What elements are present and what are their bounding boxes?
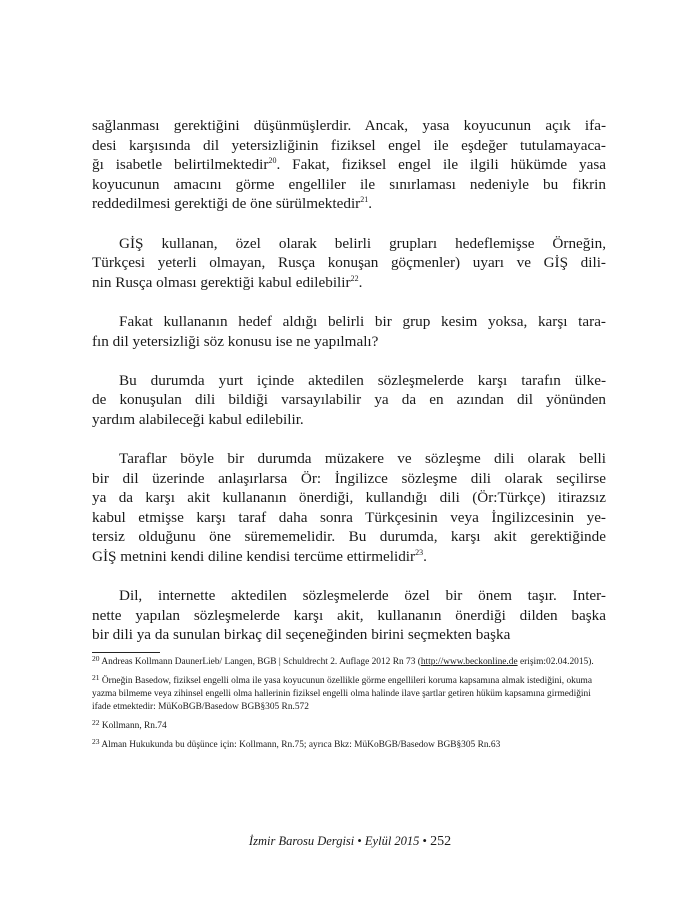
body-text: [92, 116, 606, 665]
text-line: [92, 390, 606, 410]
text-line: [92, 625, 606, 645]
text-line: [92, 449, 606, 469]
journal-issue: Eylül 2015: [364, 834, 420, 848]
text-line: [92, 253, 606, 273]
text-line: [92, 488, 606, 508]
line-text: desi karşısında dil yetersizliğinin fiziksel engel ile eşdeğer tutulamayaca-: [92, 136, 606, 154]
paragraph: [92, 312, 606, 351]
page-number: 252: [430, 834, 452, 849]
line-text: de konuşulan dili bildiği varsayılabilir ya da en azından dil yönünden: [92, 391, 606, 409]
line-text-continuation: . Fakat, fiziksel engel ile ilgili hükümde yasa: [276, 156, 606, 174]
footnote-number: 20: [92, 654, 100, 663]
line-text: sağlanması gerektiğini düşünmüşlerdir. Ancak, yasa koyucunun açık ifa-: [92, 117, 606, 134]
footer-separator: •: [357, 834, 362, 848]
footnote: [92, 675, 606, 714]
line-text: ğı isabetle belirtilmektedir: [92, 156, 269, 174]
footnote-reference[interactable]: 21: [360, 195, 369, 205]
text-line: [92, 273, 606, 293]
footnote: [92, 720, 606, 733]
line-text: koyucunun amacını görme engelliler ile sınırlaması nedeniyle bu fikrin: [92, 175, 606, 193]
line-text-continuation: .: [358, 273, 363, 291]
footnote-reference[interactable]: 22: [350, 273, 359, 283]
footnote-reference[interactable]: 23: [415, 548, 424, 557]
footnote-text-continuation: erişim:02.04.2015).: [517, 657, 594, 667]
line-text: bir dil üzerinde anlaşırlarsa Ör: İngilizce sözleşme dili olarak seçilirse: [92, 469, 606, 487]
text-line: [92, 116, 606, 136]
footnote-separator: [92, 652, 160, 653]
paragraph: [92, 586, 606, 645]
text-line: [92, 527, 606, 547]
line-text: nette yapılan sözleşmelerde karşı akit, kullananın önerdiği dilden başka: [92, 606, 606, 624]
line-text: Türkçesi yeterli olmayan, Rusça konuşan göçmenler) uyarı ve GİŞ dili-: [92, 254, 606, 272]
line-text: kabul etmişse karşı taraf daha sonra Türkçesinin veya İngilizcesinin ye-: [92, 508, 606, 526]
text-line: [92, 606, 606, 626]
footnote-text: Kollmann, Rn.74: [101, 721, 167, 731]
line-text: yardım alabileceği kabul edilebilir.: [92, 410, 304, 428]
line-text: bir dili ya da sunulan birkaç dil seçeneğinden birini seçmekten başka: [92, 626, 511, 644]
line-text-continuation: .: [368, 195, 373, 213]
paragraph: [92, 371, 606, 430]
footnote-text: Alman Hukukunda bu düşünce için: Kollmann, Rn.75; ayrıca Bkz: MüKoBGB/Basedow BGB§305 Rn.63: [101, 740, 501, 750]
text-line: [92, 155, 606, 175]
line-text: Bu durumda yurt içinde aktedilen sözleşmelerde karşı tarafın ülke-: [119, 371, 606, 389]
line-text: ya da karşı akit kullananın önerdiği, kullandığı dili (Ör:Türkçe) itirazsız: [92, 489, 606, 507]
line-text-continuation: .: [423, 548, 427, 566]
paragraph: [92, 449, 606, 567]
footnote-number: 22: [92, 718, 100, 727]
text-line: [92, 194, 606, 214]
footnote-reference[interactable]: 20: [268, 156, 277, 166]
text-line: [92, 234, 606, 254]
line-text: reddedilmesi gerektiği de öne sürülmektedir: [92, 195, 361, 213]
line-text: Taraflar böyle bir durumda müzakere ve sözleşme dili olarak belli: [119, 450, 606, 468]
text-line: [92, 175, 606, 195]
footnote-number: 21: [92, 673, 100, 682]
journal-name: İzmir Barosu Dergisi: [248, 834, 355, 848]
footnote-link[interactable]: http://www.beckonline.de: [420, 657, 518, 667]
text-line: [92, 312, 606, 332]
line-text: nin Rusça olması gerektiği kabul edilebilir: [92, 273, 351, 291]
line-text: Fakat kullananın hedef aldığı belirli bir grup kesim yoksa, karşı tara-: [119, 312, 606, 330]
footnote: [92, 739, 606, 752]
footnote-text: Andreas Kollmann DaunerLieb/ Langen, BGB | Schuldrecht 2. Auflage 2012 Rn 73 (: [101, 657, 421, 667]
text-line: [92, 371, 606, 391]
line-text: tersiz olduğunu öne sürememelidir. Bu durumda, karşı akit gerektiğinde: [92, 528, 606, 546]
text-line: [92, 410, 606, 430]
text-line: [92, 469, 606, 489]
text-line: [92, 547, 606, 567]
footnote-number: 23: [92, 737, 100, 746]
footer-separator: •: [422, 834, 427, 848]
line-text: GİŞ metnini kendi diline kendisi tercüme ettirmelidir: [92, 548, 416, 566]
text-line: [92, 332, 606, 352]
line-text: Dil, internette aktedilen sözleşmelerde özel bir önem taşır. Inter-: [119, 587, 606, 605]
footnotes: [92, 656, 606, 758]
text-line: [92, 586, 606, 606]
footnote-text: Örneğin Basedow, fiziksel engelli olma ile yasa koyucunun özellikle görme engellileri koruma kapsamına almak istediğini, okuma yazma bilmeme veya zihinsel engelli olma hallerinin fiziksel engelli olma halinde ilave şartlar getiren hüküm kapsamına girmediğini ifade etmektedir: MüKoBGB/Basedow BGB§305 Rn.572: [92, 676, 592, 712]
line-text: GİŞ kullanan, özel olarak belirli grupları hedeflemişse Örneğin,: [119, 234, 606, 252]
paragraph: [92, 116, 606, 214]
line-text: fın dil yetersizliği söz konusu ise ne yapılmalı?: [92, 332, 379, 350]
text-line: [92, 508, 606, 528]
text-line: [92, 136, 606, 156]
footnote: [92, 656, 606, 669]
paragraph: [92, 234, 606, 293]
page-footer: [0, 834, 700, 850]
